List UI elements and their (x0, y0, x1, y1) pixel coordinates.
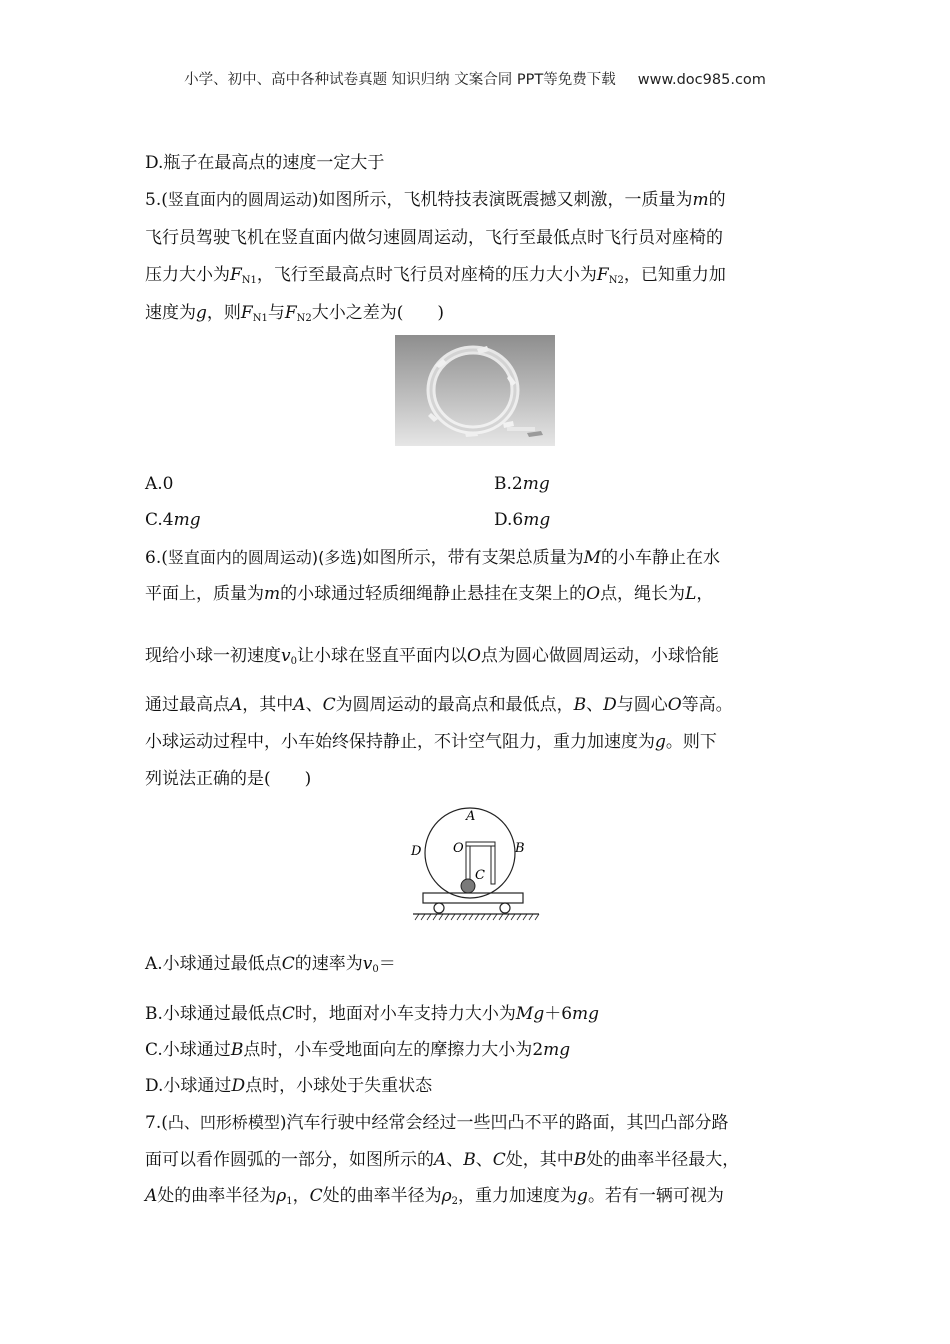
q7-topic: 凸、凹形桥模型 (167, 1113, 280, 1132)
support-frame-top (466, 842, 495, 846)
ball (461, 879, 475, 893)
page-header (0, 68, 950, 89)
header-url[interactable]: www.doc985.com (637, 72, 766, 88)
cart-circle-diagram (405, 800, 545, 925)
label-c: C (475, 868, 485, 883)
q6-option-a: A.小球通过最低点C的速率为$v_0=$ (145, 954, 396, 975)
label-o: O (453, 841, 464, 856)
q5-line-3: 压力大小为$F_{N1}$，飞行至最高点时飞行员对座椅的压力大小为$F_{N2}$，已知重力加 (145, 265, 726, 286)
q7-line-3: A处的曲率半径为$\rho_1$，C处的曲率半径为$\rho_2$，重力加速度为g。若有一辆可视为 (145, 1186, 724, 1207)
q6-line-2: 平面上，质量为m的小球通过轻质细绳静止悬挂在支架上的O点，绳长为L， (145, 584, 714, 604)
airshow-loop-photo (395, 335, 555, 446)
cart-wheel-left (434, 903, 444, 913)
support-frame-vertical (466, 846, 470, 884)
q6-option-d: D.小球通过D点时，小球处于失重状态 (145, 1076, 433, 1096)
q6-line-6: 列说法正确的是( ) (145, 769, 312, 789)
q6-topic: 竖直面内的圆周运动 (167, 548, 312, 567)
q5-option-b: B.2mg (494, 474, 550, 494)
q6-line-4: 通过最高点A，其中A、C为圆周运动的最高点和最低点，B、D与圆心O等高。 (145, 695, 733, 715)
q7-line-1: 7.(凸、凹形桥模型)汽车行驶中经常会经过一些凹凸不平的路面，其凹凸部分路 (145, 1113, 729, 1133)
q6-option-c: C.小球通过B点时，小车受地面向左的摩擦力大小为2mg (145, 1040, 571, 1060)
q4-option-d: D.瓶子在最高点的速度一定大于 (145, 153, 385, 173)
q5-option-c: C.4mg (145, 510, 201, 530)
q6-line-3: 现给小球一初速度$v_0$让小球在竖直平面内以O点为圆心做圆周运动，小球恰能 (145, 646, 719, 667)
support-frame-right (491, 846, 495, 884)
label-d: D (411, 844, 422, 859)
label-b: B (515, 841, 525, 856)
q6-line-5: 小球运动过程中，小车始终保持静止，不计空气阻力，重力加速度为g。则下 (145, 732, 717, 752)
q5-line-1: 5.(竖直面内的圆周运动)如图所示，飞机特技表演既震撼又刺激，一质量为m的 (145, 190, 726, 210)
label-a: A (466, 809, 476, 824)
header-text: 小学、初中、高中各种试卷真题 知识归纳 文案合同 PPT等免费下载 (184, 72, 616, 88)
cart-wheel-right (500, 903, 510, 913)
ground-hatch (415, 914, 539, 920)
q7-line-2: 面可以看作圆弧的一部分，如图所示的A、B、C处，其中B处的曲率半径最大， (145, 1150, 740, 1170)
q5-line-4: 速度为g，则$F_{N1}$与$F_{N2}$大小之差为( ) (145, 303, 444, 324)
q6-line-1: 6.(竖直面内的圆周运动)(多选)如图所示，带有支架总质量为M的小车静止在水 (145, 548, 721, 568)
q6-option-b: B.小球通过最低点C时，地面对小车支持力大小为Mg＋6mg (145, 1004, 600, 1024)
q5-option-d: D.6mg (494, 510, 551, 530)
q5-topic: 竖直面内的圆周运动 (167, 190, 312, 209)
q5-option-a: A.0 (145, 474, 174, 494)
q5-line-2: 飞行员驾驶飞机在竖直面内做匀速圆周运动，飞行至最低点时飞行员对座椅的 (145, 228, 723, 248)
